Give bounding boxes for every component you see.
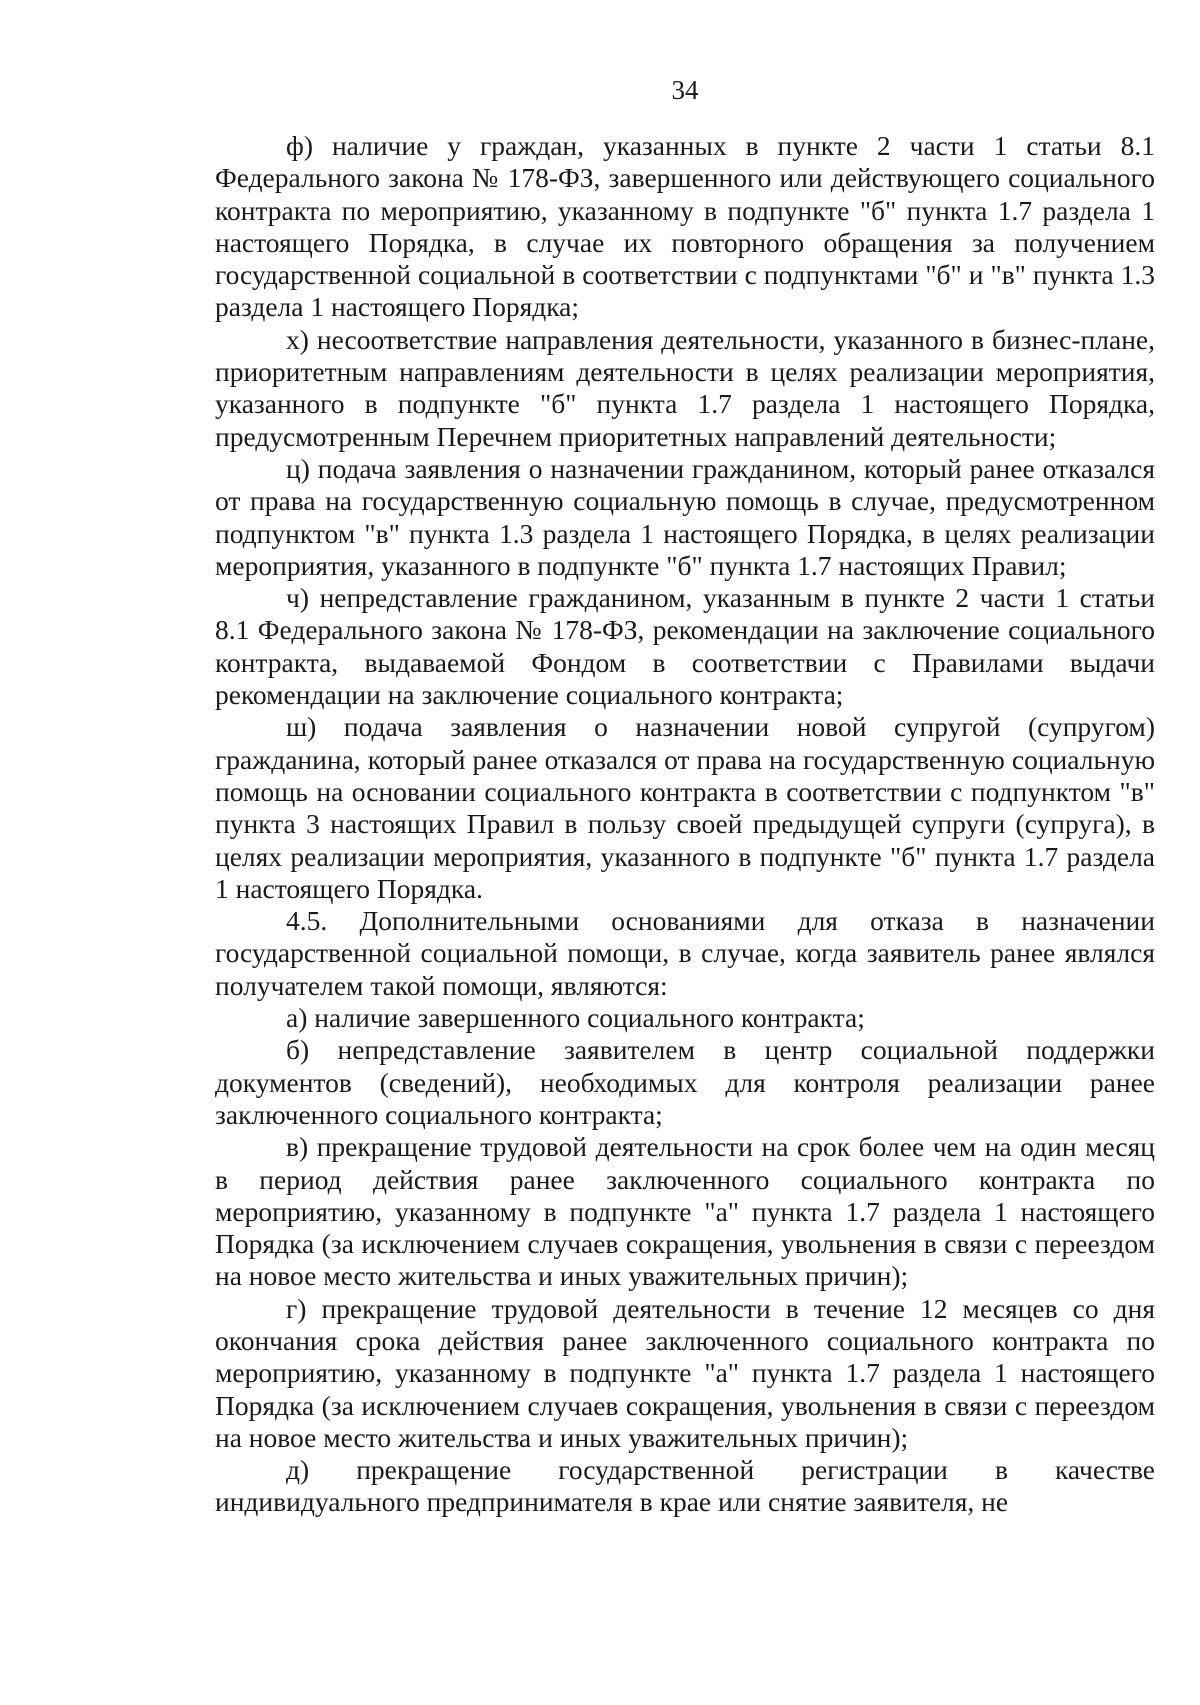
paragraph-ch: ч) непредставление гражданином, указанным в пункте 2 части 1 статьи 8.1 Федерального закона № 178-ФЗ, рекомендации на заключение социального контракта, выдаваемой Фондом в соответствии с Правилами выдачи рекомендации на заключение социального контракта; bbox=[215, 582, 1155, 711]
page-number: 34 bbox=[671, 75, 699, 105]
paragraph-ts: ц) подача заявления о назначении гражданином, который ранее отказался от права на государственную социальную помощь в случае, предусмотренном подпунктом "в" пункта 1.3 раздела 1 настоящего Порядка, в целях реализации мероприятия, указанного в подпункте "б" пункта 1.7 настоящих Правил; bbox=[215, 452, 1155, 581]
paragraph-kh: х) несоответствие направления деятельности, указанного в бизнес-плане, приоритетным направлениям деятельности в целях реализации мероприятия, указанного в подпункте "б" пункта 1.7 раздела 1 настоящего Порядка, предусмотренным Перечнем приоритетных направлений деятельности; bbox=[215, 323, 1155, 452]
document-page bbox=[215, 70, 1155, 1519]
paragraph-4-5: 4.5. Дополнительными основаниями для отказа в назначении государственной социальной помощи, в случае, когда заявитель ранее являлся получателем такой помощи, являются: bbox=[215, 905, 1155, 1001]
paragraph-d: д) прекращение государственной регистрации в качестве индивидуального предпринимателя в крае или снятие заявителя, не bbox=[215, 1454, 1155, 1518]
paragraph-v: в) прекращение трудовой деятельности на срок более чем на один месяц в период действия ранее заключенного социального контракта по мероприятию, указанному в подпункте "а" пункта 1.7 раздела 1 настоящего Порядка (за исключением случаев сокращения, увольнения в связи с переездом на новое место жительства и иных уважительных причин); bbox=[215, 1131, 1155, 1292]
paragraph-sh: ш) подача заявления о назначении новой супругой (супругом) гражданина, который ранее отказался от права на государственную социальную помощь на основании социального контракта в соответствии с подпунктом "в" пункта 3 настоящих Правил в пользу своей предыдущей супруги (супруга), в целях реализации мероприятия, указанного в подпункте "б" пункта 1.7 раздела 1 настоящего Порядка. bbox=[215, 711, 1155, 904]
paragraph-a: а) наличие завершенного социального контракта; bbox=[286, 1002, 865, 1034]
paragraph-f: ф) наличие у граждан, указанных в пункте 2 части 1 статьи 8.1 Федерального закона № 178-ФЗ, завершенного или действующего социального контракта по мероприятию, указанному в подпункте "б" пункта 1.7 раздела 1 настоящего Порядка, в случае их повторного обращения за получением государственной социальной в соответствии с подпунктами "б" и "в" пункта 1.3 раздела 1 настоящего Порядка; bbox=[215, 130, 1155, 323]
paragraph-b: б) непредставление заявителем в центр социальной поддержки документов (сведений), необходимых для контроля реализации ранее заключенного социального контракта; bbox=[215, 1034, 1155, 1130]
paragraph-g: г) прекращение трудовой деятельности в течение 12 месяцев со дня окончания срока действия ранее заключенного социального контракта по мероприятию, указанному в подпункте "а" пункта 1.7 раздела 1 настоящего Порядка (за исключением случаев сокращения, увольнения в связи с переездом на новое место жительства и иных уважительных причин); bbox=[215, 1292, 1155, 1453]
